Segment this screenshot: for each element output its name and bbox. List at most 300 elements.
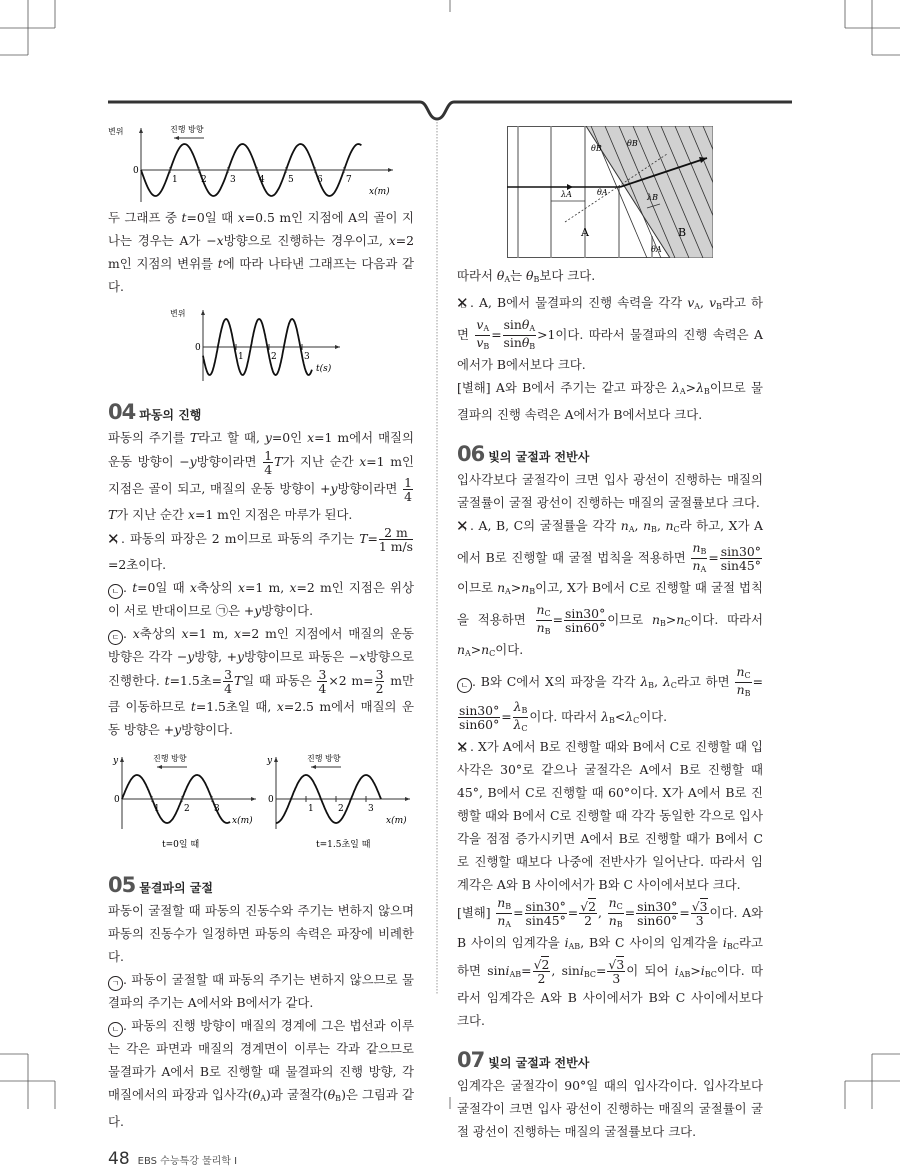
math-variable: x [359,649,367,664]
text-run: 이다. 따라서 [690,612,763,627]
math-variable: $i_{AB}$ [564,935,581,951]
subscript: B [521,706,528,715]
text-run: = [501,709,512,724]
math-variable: $\theta_B$ [521,335,536,351]
math-variable: $n_B$ [652,612,666,628]
x-tick-label: 3 [304,352,310,362]
fraction [317,668,327,695]
subscript: B [483,342,490,351]
math-variable: $\theta_B$ [327,1087,342,1103]
text-run: < [614,709,626,724]
header-rule [108,102,792,119]
subscript: BC [726,942,740,951]
text-run: 라고 할 때, [198,430,265,445]
text-run: =1.5초= [169,673,223,688]
math-variable: x [234,626,242,641]
subscript: C [673,525,680,534]
text-run: 방향으로 진행한다. [108,649,415,688]
numerator: 3 [224,667,232,682]
x-axis-arrow [388,168,393,172]
math-variable: $\lambda_B$ [513,699,528,715]
math-variable: y [264,430,272,445]
section-number: 04 [108,400,136,424]
x-tick-label: 3 [230,175,236,185]
section-06-heading [457,442,763,466]
text-run: =2 m인 지점의 변위를 [108,233,414,271]
fraction [263,449,273,476]
math-variable: $i_{BC}$ [700,963,717,979]
fraction [607,958,625,985]
text-run: = [367,531,378,546]
fraction [496,896,512,931]
subscript: A [628,525,635,534]
numerator [608,896,624,914]
denominator [503,336,537,353]
text-run: 이다. 따라서 [529,709,602,724]
text-run: 방향이라면 [337,481,403,496]
x-tick-label: 5 [288,175,294,185]
subscript: B [335,1094,342,1103]
subscript: A [679,387,686,396]
text-run: . A, B, C의 굴절률을 각각 [470,518,621,533]
text-run: 가 지난 순간 [282,454,360,469]
math-variable: x [181,626,189,641]
math-variable: $n_B$ [497,895,512,911]
paragraph [457,468,763,514]
subscript: AB [568,942,581,951]
numerator: sin30° [565,606,606,621]
text-run: 파동의 주기를 [108,430,190,445]
text-run: [별해] [457,905,496,920]
x-tick-label: 2 [271,352,277,362]
math-variable: $\lambda_C$ [625,709,640,725]
paragraph [108,526,414,576]
text-run: =1 m에서 매질의 운동 방향이 − [108,430,414,469]
diagram-explanation [457,264,763,426]
numerator [579,900,597,914]
math-variable: $\lambda_C$ [662,674,677,690]
section-title: 물결파의 굴절 [139,881,213,895]
math-variable: $n_B$ [736,682,751,698]
x-axis-label: x(m) [232,816,253,826]
theta-b-label: θB [627,139,638,148]
text-run: )과 굴절각( [266,1087,328,1102]
fraction [223,668,233,695]
medium-b-label: B [678,226,687,239]
text-run: 축상의 [196,580,239,595]
math-variable: t [217,256,223,271]
paragraph [108,206,414,298]
fraction [379,526,413,553]
text-run: 이다. [495,642,524,657]
text-run: 라고 하면 sin [457,935,763,978]
x-axis-arrow [335,345,340,349]
x-tick-label: 1 [154,804,160,814]
text-run: =1 m, [245,580,290,595]
text-run: 보다 크다. [539,268,596,283]
text-run: . X가 A에서 B로 진행할 때와 B에서 C로 진행할 때 입사각은 30°로 같으나 굴절각은 A에서 B로 진행할 때 45°, B에서 C로 진행할 때 60°이다. X가 A에서 B로 진행할 때와 B에서 C로 진행할 때 각각 동일한 각으로 입사각을 점점 증가시키면 A에서 B로 진행할 때가 B에서 C로 진행할 때보다 나중에 전반사가 일어난다. 따라서 임계각은 A와 B 사이에서가 B와 C 사이에서보다 크다. [457,739,763,892]
math-variable: x [238,580,246,595]
math-variable: $v_B$ [709,295,722,311]
text-run: 방향으로 진행하는 경우이고, [223,233,389,248]
paragraph [457,514,763,665]
text-run: = [567,905,579,920]
section-04-heading [108,400,414,424]
text-run: m만큼 이동하므로 [108,673,414,714]
math-variable: $n_B$ [643,518,657,534]
text-run: 이다. A와 B 사이의 임계각을 [457,905,763,950]
wave-graph-t15 [262,749,414,857]
fraction [735,665,751,700]
numerator [691,541,707,559]
numerator [533,958,551,972]
x-tick-label: 2 [201,175,207,185]
text-run: . 파동이 굴절할 때 파동의 주기는 변하지 않으므로 물결파의 주기는 A에서와 B에서가 같다. [108,972,414,1010]
subscript: C [616,902,623,911]
fraction [533,958,551,985]
fraction [720,545,762,572]
x-tick-label: 3 [214,804,220,814]
text-run: =0일 때 [137,580,190,595]
math-variable: $\theta_B$ [526,268,540,284]
text-run: sin [503,317,522,332]
paragraph [457,264,763,291]
math-variable: $n_C$ [736,664,751,680]
numerator: 2 m [379,526,413,540]
text-run: [별해] A와 B에서 주기는 같고 파장은 [457,380,673,395]
subscript: B [648,681,655,690]
subscript: B [703,387,710,396]
math-variable: $\lambda_B$ [640,674,655,690]
numerator [475,318,490,336]
subscript: B [608,716,615,725]
math-variable: $n_A$ [497,913,512,929]
y-axis-label: 변위 [170,309,186,318]
math-variable: $i_{BC}$ [579,963,597,979]
subscript: B [744,689,751,698]
subscript: A [529,324,536,333]
math-variable: x [388,233,396,248]
text-run: 방향이다. [261,603,314,618]
text-run: > [510,580,522,595]
math-variable: $n_C$ [608,895,623,911]
text-run: , [700,295,710,310]
incorrect-choice-marker: ㄷ ✕ [457,300,470,313]
text-run: = [752,674,763,689]
subscript: A [504,275,511,284]
section-04-body [108,426,414,741]
text-run: = [679,905,690,920]
text-run: 는 [510,268,527,283]
math-variable: $n_B$ [608,913,623,929]
text-run: ×2 m= [328,673,374,688]
lambda-b-label: λB [647,193,658,202]
fraction [458,704,500,731]
math-variable: T [108,507,117,522]
refraction-diagram [507,126,713,258]
subscript: A [260,1094,267,1103]
radicand: 3 [699,899,708,914]
fraction [525,900,567,927]
math-variable: $\lambda_C$ [513,717,528,733]
subscript: A [464,649,471,658]
math-variable: T [189,430,199,445]
incorrect-choice-marker: ㄱ ✕ [108,536,121,549]
text-run: 방향이다. [181,722,233,737]
correct-choice-marker: ㄱ [108,976,123,991]
subscript: A [700,565,707,574]
math-variable: $n_A$ [457,642,471,658]
denominator [513,718,529,735]
text-run: =2 m인 지점에서 매질의 운동 방향은 각각 − [108,626,414,664]
text-run: 방향이므로 파동은 − [243,649,360,664]
x-tick-label: 4 [259,175,265,185]
page-footer [108,1149,414,1169]
fraction [608,896,624,931]
numerator: sin30° [459,703,500,718]
math-variable: t [164,673,170,688]
denominator: 2 [537,971,546,986]
numerator: sin30° [720,544,761,559]
math-variable: y [236,649,244,664]
subscript: C [544,609,551,618]
denominator: sin60° [637,913,678,928]
denominator: 3 [612,971,621,986]
math-variable: $n_A$ [620,518,635,534]
numerator [513,700,529,718]
text-run: . A, B에서 물결파의 진행 속력을 각각 [470,295,688,310]
origin-label: 0 [114,795,120,805]
text-run: . [123,580,133,595]
text-run: 임계각은 굴절각이 90°일 때의 입사각이다. 입사각보다 굴절각이 크면 입사 광선이 진행하는 매질의 굴절률이 굴절 광선이 진행하는 매질의 굴절률보다 크다. [457,1078,763,1139]
text-run: 입사각보다 굴절각이 크면 입사 광선이 진행하는 매질의 굴절률이 굴절 광선이 진행하는 매질의 굴절률보다 크다. [457,472,763,510]
subscript: A [483,324,490,333]
text-run: 이다. [639,709,668,724]
math-variable: x [289,580,297,595]
section-number: 07 [457,1048,485,1072]
text-run: , [656,518,666,533]
math-variable: t [190,699,196,714]
wave-graphs-row [108,749,414,857]
subscript: B [659,619,666,628]
text-run: . 파동의 진행 방향이 매질의 경계에 그은 법선과 이루는 각은 파면과 매질의 경계면이 이루는 각과 같으므로 물결파가 A에서 B로 진행할 때 물결파의 진행 방향, 각 매질에서의 파장과 입사각( [108,1018,414,1102]
propagation-direction-label: 진행 방향 [170,125,204,134]
denominator: 3 [695,913,704,928]
denominator [496,914,512,931]
book-title: EBS 수능특강 물리학 Ⅰ [137,1156,238,1167]
text-run: = [708,550,719,565]
text-run: =0인 [271,430,308,445]
subscript: B [529,587,536,596]
x-axis-arrow [405,797,410,801]
correct-choice-marker: ㄴ [108,1022,123,1037]
radicand: 2 [541,957,550,972]
paragraph [108,206,414,298]
denominator: 4 [224,681,232,696]
subscript: C [670,681,677,690]
displacement-time-graph [170,304,350,384]
section-title: 파동의 진행 [139,408,202,422]
math-variable: $\lambda_B$ [696,380,710,396]
y-axis-arrow [201,310,205,315]
text-run: = [491,327,502,342]
origin-label: 0 [133,166,139,176]
text-run: , [654,674,663,689]
fraction [503,318,537,353]
section-number: 05 [108,873,136,897]
paragraph [457,896,763,1032]
paragraph [108,968,414,1014]
square-root: √2 [580,899,596,914]
theta-b-label: θB [591,144,602,153]
subscript: AB [509,970,522,979]
propagation-arrow-head [157,765,162,769]
subscript: BC [583,970,597,979]
numerator: 3 [375,667,384,682]
math-variable: $n_C$ [481,642,496,658]
text-run: 방향, + [194,649,237,664]
fraction [564,607,606,634]
subscript: C [744,671,751,680]
fraction [691,900,709,927]
text-run: 이므로 물결파의 진행 속력은 A에서가 B에서보다 크다. [457,380,763,422]
math-variable: x [189,580,197,595]
math-variable: T [233,673,243,688]
text-run: =1 m인 지점은 마루가 된다. [194,507,353,522]
x-axis-arrow [251,797,256,801]
graph-caption: t=1.5초일 때 [316,840,371,850]
section-title: 빛의 굴절과 전반사 [488,450,590,464]
text-run: =0.5 m인 지점에 A의 골이 지나는 경우는 A가 − [108,210,414,248]
text-run: 이고, X가 B에서 C로 진행할 때 굴절 법칙을 적용하면 [457,580,763,627]
x-axis-label: x(m) [386,816,407,826]
math-variable: y [189,454,197,469]
page-number: 48 [108,1149,130,1169]
section-title: 빛의 굴절과 전반사 [488,1056,590,1070]
math-variable: $n_C$ [676,612,691,628]
fraction [536,603,552,638]
math-variable: $\lambda_A$ [672,380,686,396]
denominator [536,621,552,638]
subscript: BC [704,970,717,979]
section-number: 06 [457,442,485,466]
subscript: C [489,649,496,658]
subscript: A [694,302,701,311]
wave-graph-t0 [108,749,260,857]
math-variable: $\theta_A$ [496,268,511,284]
radicand: 2 [588,899,596,914]
y-axis-arrow [120,757,124,762]
origin-label: 0 [195,343,201,353]
text-run: > [690,963,701,978]
paragraph [108,576,414,622]
subscript: B [505,902,512,911]
numerator [496,896,512,914]
numerator [735,665,751,683]
text-run: 이므로 [607,612,652,627]
math-variable: $n_C$ [536,602,551,618]
x-tick-label: 7 [346,175,352,185]
text-run: , sin [551,963,580,978]
text-run: =2 m인 지점은 위상이 서로 반대이므로 ㉠은 + [108,580,414,618]
numerator: sin30° [637,899,678,914]
x-tick-label: 2 [338,804,344,814]
text-run: , [634,518,644,533]
displacement-position-graph [108,118,408,206]
origin-label: 0 [268,795,274,805]
text-run: 이 되어 [626,963,675,978]
paragraph [108,1014,414,1133]
text-run: 일 때 파동은 [242,673,317,688]
propagation-arrow-head [174,136,179,140]
denominator [735,683,751,700]
paragraph [457,291,763,376]
text-run: 에 따라 나타낸 그래프는 다음과 같다. [108,256,414,294]
lambda-a-label: λA [561,190,572,199]
paragraph [108,899,414,968]
math-variable: $i_{BC}$ [722,935,740,951]
radicand: 3 [616,957,625,972]
math-variable: $\theta_A$ [252,1087,267,1103]
x-tick-label: 2 [184,804,190,814]
math-variable: $n_B$ [521,580,536,596]
correct-choice-marker: ㄴ [108,584,123,599]
text-run: 방향이라면 [196,454,263,469]
denominator: 4 [264,462,273,477]
numerator: sin30° [525,899,566,914]
text-run: = [521,963,532,978]
text-run: , [597,905,607,920]
numerator: 1 [404,475,412,490]
math-variable: T [274,454,283,469]
math-variable: x [307,430,315,445]
theta-a-label: θA [597,188,608,197]
text-run: 축상의 [139,626,182,641]
numerator: 1 [264,448,273,463]
math-variable: $n_A$ [692,558,707,574]
text-run: > [685,380,697,395]
math-variable: x [359,454,367,469]
math-variable: $i_{AB}$ [674,963,691,979]
text-run: 따라서 [457,268,497,283]
math-variable: $n_C$ [665,518,680,534]
y-axis-label: y [267,756,273,766]
subscript: C [521,724,528,733]
y-axis-arrow [274,757,278,762]
paragraph [457,735,763,896]
section-05-body [108,899,414,1133]
subscript: B [616,920,623,929]
left-column [108,118,414,1169]
math-variable: x [216,233,224,248]
math-variable: $v_A$ [476,317,490,333]
subscript: AB [678,970,691,979]
subscript: C [633,716,640,725]
numerator [607,958,625,972]
denominator: sin60° [459,717,500,732]
text-run: =1 m인 지점은 골이 되고, 매질의 운동 방향이 + [108,454,414,496]
text-run: 라고 하면 [676,674,735,689]
fraction [579,900,597,927]
text-run: 라 하고, X가 A에서 B로 진행할 때 굴절 법칙을 적용하면 [457,518,763,565]
math-variable: $v_A$ [687,295,701,311]
text-run: =1.5초일 때, [195,699,277,714]
propagation-direction-label: 진행 방향 [307,754,341,763]
text-run: =2.5 m에서 매질의 운동 방향은 + [108,699,415,737]
math-variable: y [187,649,195,664]
correct-choice-marker: ㄷ [108,630,123,645]
x-axis-label: x(m) [369,187,390,197]
